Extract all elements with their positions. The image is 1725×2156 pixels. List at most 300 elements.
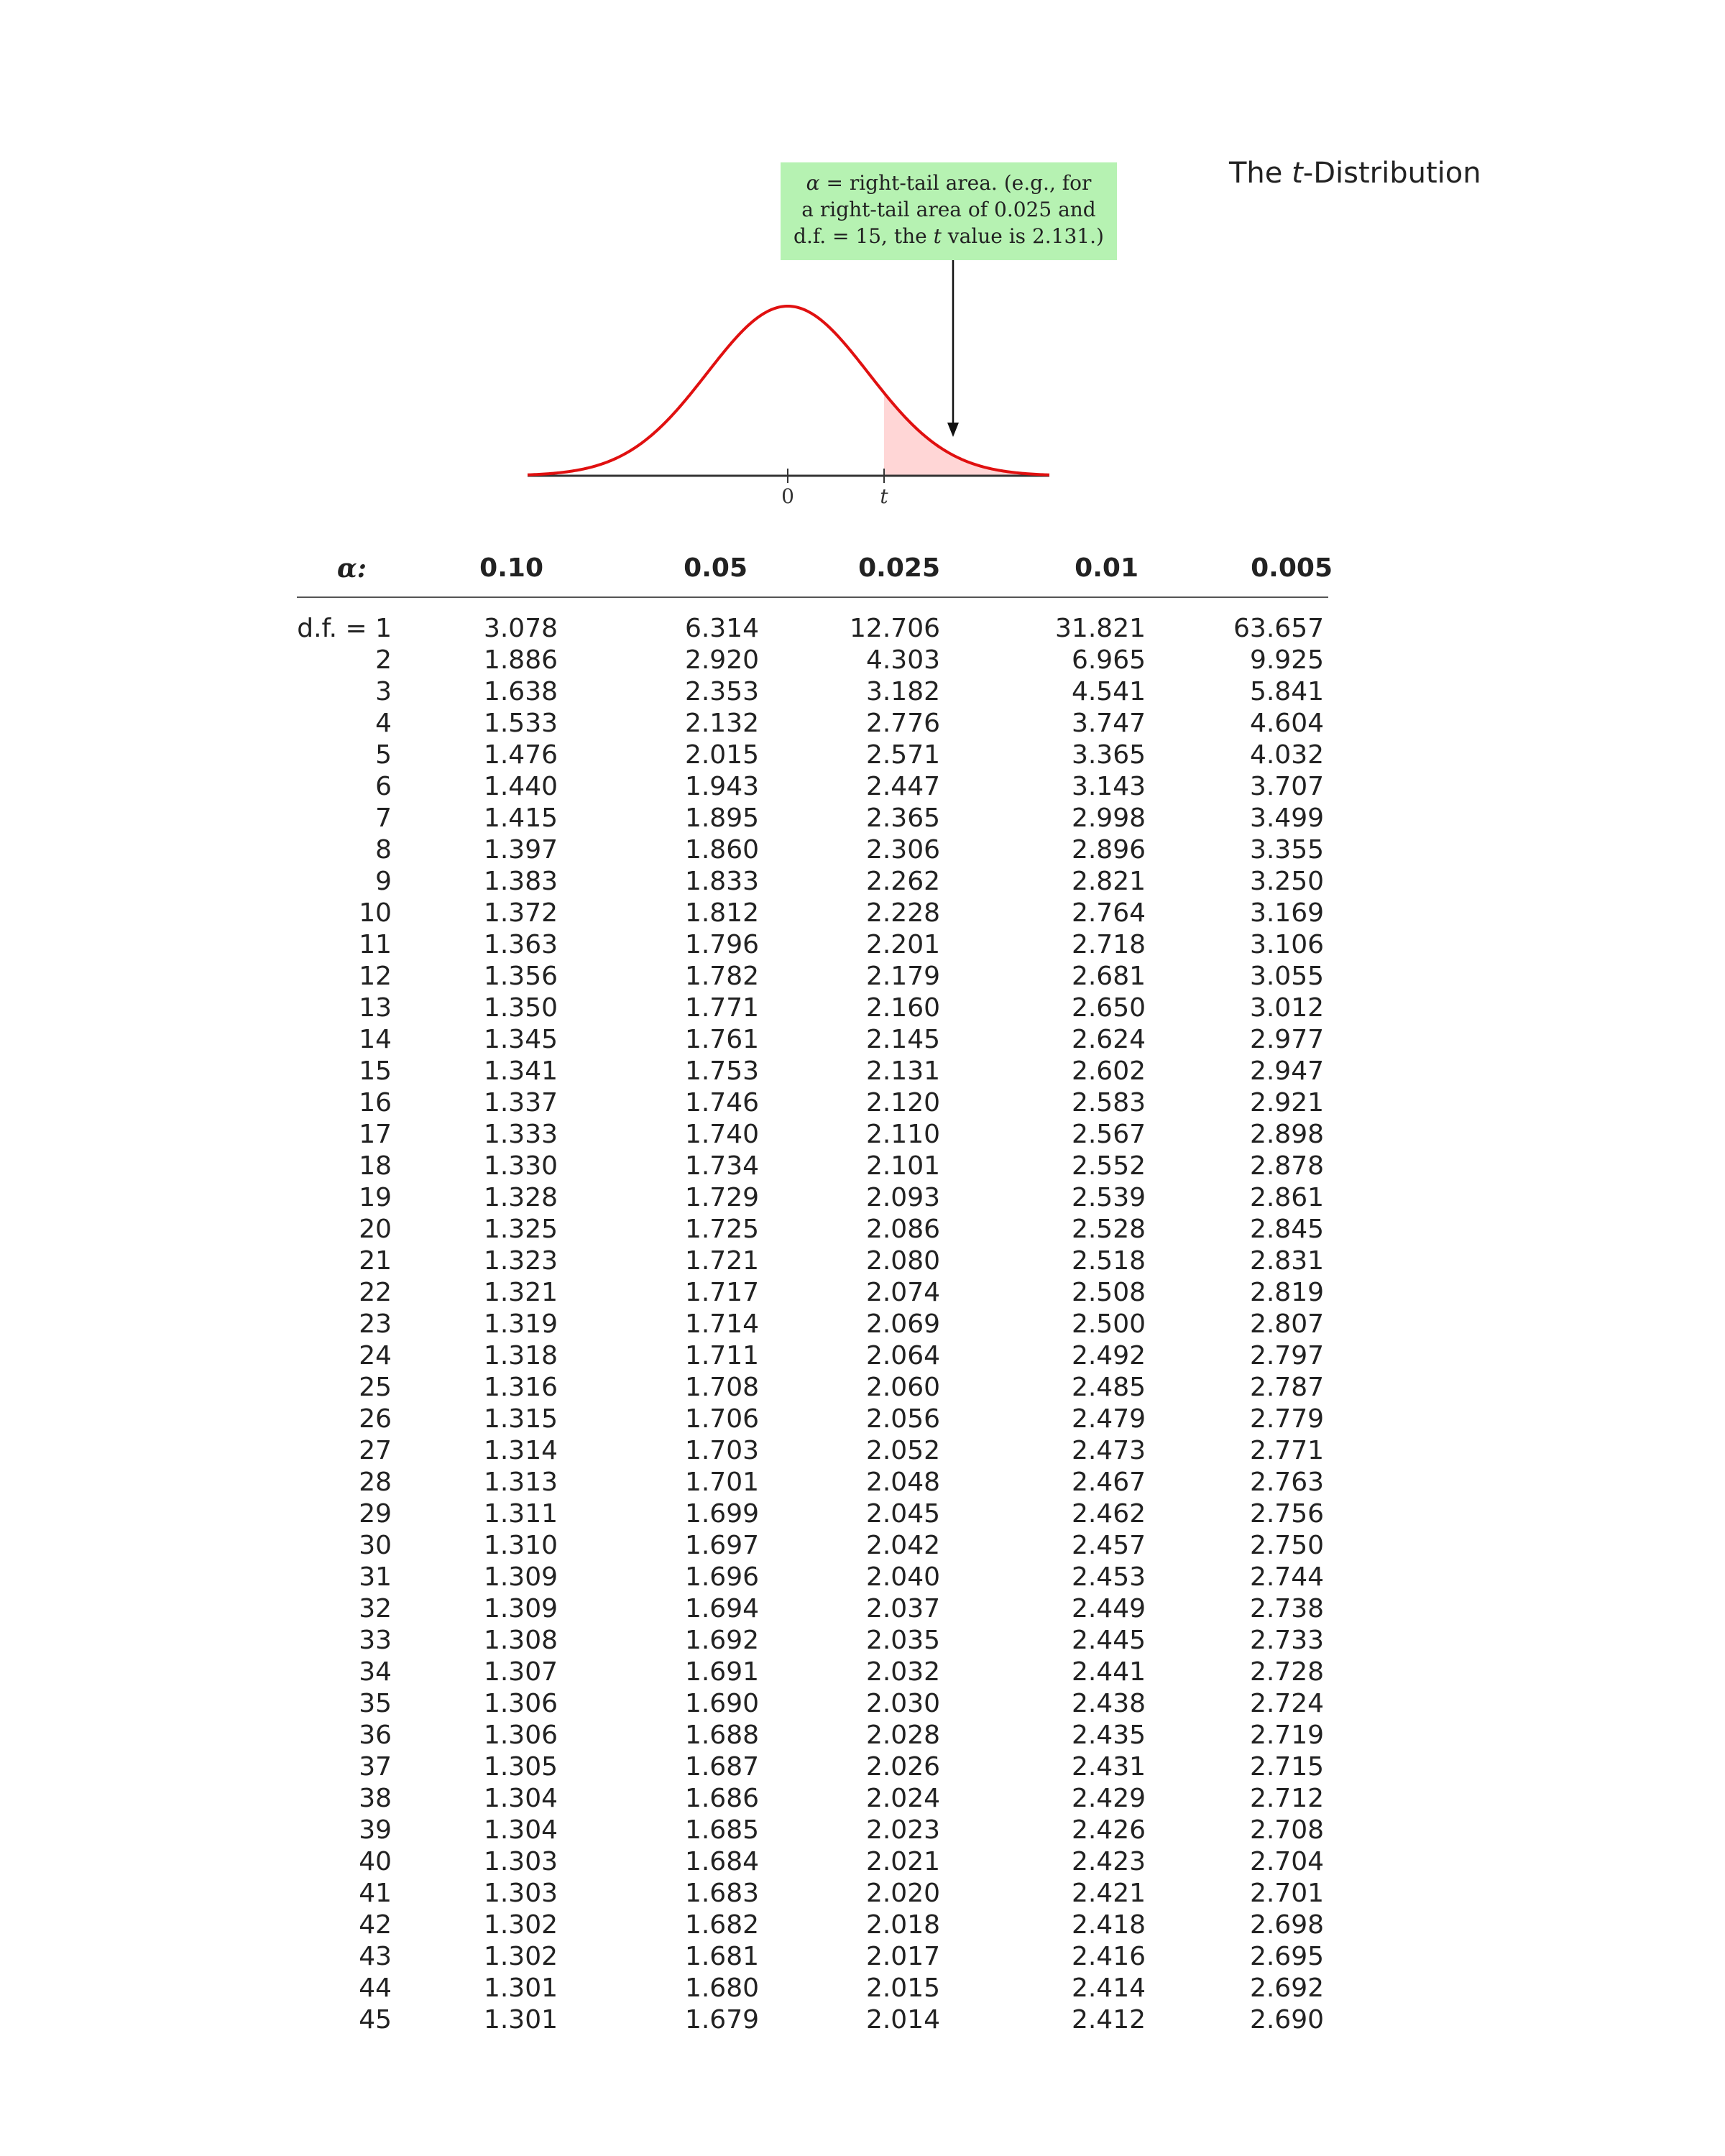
value-cell: 3.012 xyxy=(1249,993,1324,1023)
value-cell: 2.728 xyxy=(1249,1657,1324,1687)
value-cell: 1.696 xyxy=(684,1562,759,1592)
df-cell: 40 xyxy=(359,1847,392,1876)
table-row xyxy=(0,1277,1725,1309)
table-row xyxy=(0,1435,1725,1467)
value-cell: 2.467 xyxy=(1071,1468,1146,1497)
value-cell: 1.701 xyxy=(684,1468,759,1497)
value-cell: 2.040 xyxy=(865,1562,940,1592)
callout-line-2: a right-tail area of 0.025 and xyxy=(801,198,1096,221)
page-title-suffix: -Distribution xyxy=(1302,157,1481,190)
table-row xyxy=(0,771,1725,803)
value-cell: 1.302 xyxy=(483,1910,558,1940)
df-cell: 30 xyxy=(359,1531,392,1560)
value-cell: 2.756 xyxy=(1249,1499,1324,1529)
value-cell: 2.896 xyxy=(1071,835,1146,865)
value-cell: 4.032 xyxy=(1249,740,1324,770)
value-cell: 2.712 xyxy=(1249,1784,1324,1813)
df-cell: 28 xyxy=(359,1468,392,1497)
value-cell: 1.309 xyxy=(483,1594,558,1623)
value-cell: 1.303 xyxy=(483,1847,558,1876)
value-cell: 1.833 xyxy=(684,867,759,896)
value-cell: 2.744 xyxy=(1249,1562,1324,1592)
value-cell: 1.688 xyxy=(684,1720,759,1750)
value-cell: 2.695 xyxy=(1249,1942,1324,1971)
value-cell: 1.685 xyxy=(684,1815,759,1845)
value-cell: 2.035 xyxy=(865,1626,940,1655)
value-cell: 1.301 xyxy=(483,1973,558,2003)
value-cell: 2.733 xyxy=(1249,1626,1324,1655)
df-cell: 6 xyxy=(375,772,392,801)
value-cell: 2.086 xyxy=(865,1215,940,1244)
table-row xyxy=(0,1878,1725,1909)
table-row xyxy=(0,1909,1725,1941)
t-table-body xyxy=(0,613,1725,2036)
value-cell: 2.014 xyxy=(865,2005,940,2035)
value-cell: 2.518 xyxy=(1071,1246,1146,1276)
df-cell: 5 xyxy=(375,740,392,770)
value-cell: 1.860 xyxy=(684,835,759,865)
value-cell: 2.724 xyxy=(1249,1689,1324,1718)
value-cell: 1.895 xyxy=(684,803,759,833)
df-cell: 32 xyxy=(359,1594,392,1623)
table-header-row xyxy=(0,553,1725,596)
df-cell: 41 xyxy=(359,1879,392,1908)
df-cell: 26 xyxy=(359,1404,392,1434)
value-cell: 1.309 xyxy=(483,1562,558,1592)
value-cell: 3.355 xyxy=(1249,835,1324,865)
value-cell: 1.397 xyxy=(483,835,558,865)
callout-line-3-b: value is 2.131.) xyxy=(941,224,1104,248)
value-cell: 6.314 xyxy=(684,614,759,643)
value-cell: 1.415 xyxy=(483,803,558,833)
t-label: t xyxy=(880,484,888,508)
table-row xyxy=(0,1056,1725,1087)
value-cell: 2.045 xyxy=(865,1499,940,1529)
value-cell: 1.325 xyxy=(483,1215,558,1244)
df-cell: 31 xyxy=(359,1562,392,1592)
value-cell: 2.821 xyxy=(1071,867,1146,896)
value-cell: 1.303 xyxy=(483,1879,558,1908)
value-cell: 2.030 xyxy=(865,1689,940,1718)
value-cell: 2.056 xyxy=(865,1404,940,1434)
value-cell: 2.093 xyxy=(865,1183,940,1212)
value-cell: 2.228 xyxy=(865,898,940,928)
value-cell: 2.698 xyxy=(1249,1910,1324,1940)
value-cell: 1.812 xyxy=(684,898,759,928)
value-cell: 2.042 xyxy=(865,1531,940,1560)
table-row xyxy=(0,834,1725,866)
value-cell: 1.341 xyxy=(483,1056,558,1086)
value-cell: 2.132 xyxy=(684,709,759,738)
value-cell: 1.761 xyxy=(684,1025,759,1054)
table-row xyxy=(0,676,1725,708)
value-cell: 1.681 xyxy=(684,1942,759,1971)
df-cell: 24 xyxy=(359,1341,392,1370)
table-row xyxy=(0,2004,1725,2036)
value-cell: 2.447 xyxy=(865,772,940,801)
value-cell: 3.707 xyxy=(1249,772,1324,801)
value-cell: 2.445 xyxy=(1071,1626,1146,1655)
value-cell: 3.169 xyxy=(1249,898,1324,928)
df-cell: 38 xyxy=(359,1784,392,1813)
value-cell: 1.694 xyxy=(684,1594,759,1623)
value-cell: 1.708 xyxy=(684,1373,759,1402)
callout-arrow-head xyxy=(947,423,959,437)
table-row xyxy=(0,1498,1725,1530)
t-distribution-curve xyxy=(528,306,1049,475)
df-cell: 45 xyxy=(359,2005,392,2035)
value-cell: 1.690 xyxy=(684,1689,759,1718)
value-cell: 1.308 xyxy=(483,1626,558,1655)
value-cell: 1.782 xyxy=(684,962,759,991)
value-cell: 2.921 xyxy=(1249,1088,1324,1118)
value-cell: 2.064 xyxy=(865,1341,940,1370)
column-header-0-005: 0.005 xyxy=(1251,553,1333,583)
value-cell: 5.841 xyxy=(1249,677,1324,706)
value-cell: 1.699 xyxy=(684,1499,759,1529)
value-cell: 2.715 xyxy=(1249,1752,1324,1782)
value-cell: 3.499 xyxy=(1249,803,1324,833)
right-tail-shaded-area xyxy=(884,393,1049,476)
value-cell: 3.250 xyxy=(1249,867,1324,896)
value-cell: 3.747 xyxy=(1071,709,1146,738)
value-cell: 2.500 xyxy=(1071,1309,1146,1339)
value-cell: 2.701 xyxy=(1249,1879,1324,1908)
df-cell: 34 xyxy=(359,1657,392,1687)
value-cell: 2.583 xyxy=(1071,1088,1146,1118)
value-cell: 2.032 xyxy=(865,1657,940,1687)
value-cell: 2.015 xyxy=(865,1973,940,2003)
df-cell: 13 xyxy=(359,993,392,1023)
value-cell: 2.571 xyxy=(865,740,940,770)
df-cell: 42 xyxy=(359,1910,392,1940)
value-cell: 2.920 xyxy=(684,645,759,675)
value-cell: 2.024 xyxy=(865,1784,940,1813)
value-cell: 2.160 xyxy=(865,993,940,1023)
value-cell: 2.201 xyxy=(865,930,940,959)
value-cell: 2.898 xyxy=(1249,1120,1324,1149)
value-cell: 1.692 xyxy=(684,1626,759,1655)
value-cell: 1.383 xyxy=(483,867,558,896)
value-cell: 2.462 xyxy=(1071,1499,1146,1529)
value-cell: 2.015 xyxy=(684,740,759,770)
value-cell: 2.704 xyxy=(1249,1847,1324,1876)
value-cell: 1.734 xyxy=(684,1151,759,1181)
table-row xyxy=(0,1119,1725,1151)
value-cell: 2.624 xyxy=(1071,1025,1146,1054)
df-cell: 29 xyxy=(359,1499,392,1529)
value-cell: 1.725 xyxy=(684,1215,759,1244)
value-cell: 2.457 xyxy=(1071,1531,1146,1560)
callout-line-3 xyxy=(786,223,1111,249)
table-row xyxy=(0,1087,1725,1119)
value-cell: 2.306 xyxy=(865,835,940,865)
value-cell: 2.426 xyxy=(1071,1815,1146,1845)
header-divider xyxy=(297,596,1328,598)
table-row xyxy=(0,898,1725,929)
value-cell: 2.028 xyxy=(865,1720,940,1750)
value-cell: 1.356 xyxy=(483,962,558,991)
value-cell: 2.690 xyxy=(1249,2005,1324,2035)
value-cell: 1.318 xyxy=(483,1341,558,1370)
table-row xyxy=(0,1467,1725,1498)
value-cell: 1.304 xyxy=(483,1815,558,1845)
value-cell: 2.120 xyxy=(865,1088,940,1118)
value-cell: 1.697 xyxy=(684,1531,759,1560)
df-cell: 7 xyxy=(375,803,392,833)
df-cell: 11 xyxy=(359,930,392,959)
value-cell: 2.060 xyxy=(865,1373,940,1402)
alpha-header-label: α: xyxy=(337,553,367,584)
table-row xyxy=(0,1372,1725,1404)
value-cell: 1.943 xyxy=(684,772,759,801)
value-cell: 1.440 xyxy=(483,772,558,801)
table-row xyxy=(0,1593,1725,1625)
value-cell: 2.052 xyxy=(865,1436,940,1465)
value-cell: 2.771 xyxy=(1249,1436,1324,1465)
value-cell: 2.738 xyxy=(1249,1594,1324,1623)
value-cell: 1.687 xyxy=(684,1752,759,1782)
value-cell: 1.703 xyxy=(684,1436,759,1465)
value-cell: 2.412 xyxy=(1071,2005,1146,2035)
value-cell: 31.821 xyxy=(1055,614,1146,643)
df-cell: 17 xyxy=(359,1120,392,1149)
value-cell: 1.711 xyxy=(684,1341,759,1370)
value-cell: 1.476 xyxy=(483,740,558,770)
value-cell: 2.438 xyxy=(1071,1689,1146,1718)
value-cell: 2.449 xyxy=(1071,1594,1146,1623)
table-row xyxy=(0,645,1725,676)
value-cell: 2.692 xyxy=(1249,1973,1324,2003)
df-cell: 25 xyxy=(359,1373,392,1402)
value-cell: 1.638 xyxy=(483,677,558,706)
table-row xyxy=(0,1941,1725,1973)
df-cell: 43 xyxy=(359,1942,392,1971)
value-cell: 1.740 xyxy=(684,1120,759,1149)
table-row xyxy=(0,1815,1725,1846)
value-cell: 1.706 xyxy=(684,1404,759,1434)
value-cell: 1.311 xyxy=(483,1499,558,1529)
value-cell: 2.552 xyxy=(1071,1151,1146,1181)
df-cell: 15 xyxy=(359,1056,392,1086)
value-cell: 2.479 xyxy=(1071,1404,1146,1434)
value-cell: 2.021 xyxy=(865,1847,940,1876)
value-cell: 1.301 xyxy=(483,2005,558,2035)
table-row xyxy=(0,1151,1725,1182)
value-cell: 2.423 xyxy=(1071,1847,1146,1876)
value-cell: 2.977 xyxy=(1249,1025,1324,1054)
value-cell: 2.708 xyxy=(1249,1815,1324,1845)
value-cell: 1.886 xyxy=(483,645,558,675)
value-cell: 4.541 xyxy=(1071,677,1146,706)
value-cell: 1.684 xyxy=(684,1847,759,1876)
df-cell: 9 xyxy=(375,867,392,896)
df-cell: d.f. = 1 xyxy=(297,614,392,643)
df-cell: 18 xyxy=(359,1151,392,1181)
value-cell: 3.182 xyxy=(865,677,940,706)
table-row xyxy=(0,961,1725,992)
callout-line-1 xyxy=(786,170,1111,196)
value-cell: 2.508 xyxy=(1071,1278,1146,1307)
table-row xyxy=(0,1309,1725,1340)
value-cell: 2.048 xyxy=(865,1468,940,1497)
value-cell: 2.418 xyxy=(1071,1910,1146,1940)
value-cell: 3.078 xyxy=(483,614,558,643)
value-cell: 1.313 xyxy=(483,1468,558,1497)
value-cell: 9.925 xyxy=(1249,645,1324,675)
table-row xyxy=(0,1657,1725,1688)
value-cell: 1.363 xyxy=(483,930,558,959)
value-cell: 4.303 xyxy=(865,645,940,675)
value-cell: 2.431 xyxy=(1071,1752,1146,1782)
value-cell: 3.106 xyxy=(1249,930,1324,959)
value-cell: 2.429 xyxy=(1071,1784,1146,1813)
value-cell: 2.018 xyxy=(865,1910,940,1940)
value-cell: 2.947 xyxy=(1249,1056,1324,1086)
df-cell: 2 xyxy=(375,645,392,675)
value-cell: 6.965 xyxy=(1071,645,1146,675)
df-cell: 22 xyxy=(359,1278,392,1307)
value-cell: 2.416 xyxy=(1071,1942,1146,1971)
df-cell: 20 xyxy=(359,1215,392,1244)
table-row xyxy=(0,803,1725,834)
value-cell: 1.315 xyxy=(483,1404,558,1434)
value-cell: 2.750 xyxy=(1249,1531,1324,1560)
table-row xyxy=(0,1530,1725,1562)
table-row xyxy=(0,929,1725,961)
df-cell: 44 xyxy=(359,1973,392,2003)
df-cell: 27 xyxy=(359,1436,392,1465)
table-row xyxy=(0,1245,1725,1277)
alpha-callout-box xyxy=(781,162,1117,260)
callout-line-3-t: t xyxy=(933,224,942,248)
value-cell: 1.729 xyxy=(684,1183,759,1212)
value-cell: 2.779 xyxy=(1249,1404,1324,1434)
value-cell: 1.321 xyxy=(483,1278,558,1307)
value-cell: 1.316 xyxy=(483,1373,558,1402)
table-row xyxy=(0,740,1725,771)
value-cell: 1.683 xyxy=(684,1879,759,1908)
df-cell: 19 xyxy=(359,1183,392,1212)
value-cell: 2.776 xyxy=(865,709,940,738)
value-cell: 2.145 xyxy=(865,1025,940,1054)
value-cell: 1.717 xyxy=(684,1278,759,1307)
df-cell: 33 xyxy=(359,1626,392,1655)
column-header-0-10: 0.10 xyxy=(479,553,543,583)
value-cell: 1.307 xyxy=(483,1657,558,1687)
value-cell: 1.302 xyxy=(483,1942,558,1971)
value-cell: 2.831 xyxy=(1249,1246,1324,1276)
value-cell: 1.304 xyxy=(483,1784,558,1813)
value-cell: 1.686 xyxy=(684,1784,759,1813)
callout-line-1-text: = right-tail area. (e.g., for xyxy=(819,171,1092,195)
value-cell: 2.020 xyxy=(865,1879,940,1908)
value-cell: 1.328 xyxy=(483,1183,558,1212)
df-cell: 36 xyxy=(359,1720,392,1750)
value-cell: 1.305 xyxy=(483,1752,558,1782)
table-row xyxy=(0,1340,1725,1372)
table-row xyxy=(0,992,1725,1024)
value-cell: 2.539 xyxy=(1071,1183,1146,1212)
value-cell: 1.323 xyxy=(483,1246,558,1276)
value-cell: 1.333 xyxy=(483,1120,558,1149)
value-cell: 2.101 xyxy=(865,1151,940,1181)
value-cell: 1.350 xyxy=(483,993,558,1023)
value-cell: 1.753 xyxy=(684,1056,759,1086)
column-header-0-05: 0.05 xyxy=(684,553,748,583)
value-cell: 2.845 xyxy=(1249,1215,1324,1244)
value-cell: 2.421 xyxy=(1071,1879,1146,1908)
value-cell: 2.074 xyxy=(865,1278,940,1307)
value-cell: 2.797 xyxy=(1249,1341,1324,1370)
table-row xyxy=(0,708,1725,740)
value-cell: 2.492 xyxy=(1071,1341,1146,1370)
df-cell: 35 xyxy=(359,1689,392,1718)
value-cell: 2.017 xyxy=(865,1942,940,1971)
table-row xyxy=(0,1846,1725,1878)
value-cell: 12.706 xyxy=(850,614,940,643)
value-cell: 2.131 xyxy=(865,1056,940,1086)
df-cell: 16 xyxy=(359,1088,392,1118)
df-cell: 8 xyxy=(375,835,392,865)
value-cell: 1.680 xyxy=(684,1973,759,2003)
table-row xyxy=(0,1404,1725,1435)
column-header-0-01: 0.01 xyxy=(1075,553,1138,583)
df-cell: 37 xyxy=(359,1752,392,1782)
column-header-0-025: 0.025 xyxy=(858,553,940,583)
table-row xyxy=(0,1024,1725,1056)
value-cell: 2.567 xyxy=(1071,1120,1146,1149)
value-cell: 2.453 xyxy=(1071,1562,1146,1592)
value-cell: 2.763 xyxy=(1249,1468,1324,1497)
table-row xyxy=(0,1751,1725,1783)
value-cell: 1.306 xyxy=(483,1689,558,1718)
value-cell: 4.604 xyxy=(1249,709,1324,738)
value-cell: 1.306 xyxy=(483,1720,558,1750)
value-cell: 1.314 xyxy=(483,1436,558,1465)
value-cell: 3.055 xyxy=(1249,962,1324,991)
df-cell: 14 xyxy=(359,1025,392,1054)
value-cell: 2.602 xyxy=(1071,1056,1146,1086)
value-cell: 1.691 xyxy=(684,1657,759,1687)
value-cell: 3.143 xyxy=(1071,772,1146,801)
value-cell: 2.528 xyxy=(1071,1215,1146,1244)
value-cell: 1.721 xyxy=(684,1246,759,1276)
value-cell: 2.719 xyxy=(1249,1720,1324,1750)
table-row xyxy=(0,1214,1725,1245)
table-row xyxy=(0,1562,1725,1593)
value-cell: 2.787 xyxy=(1249,1373,1324,1402)
value-cell: 1.682 xyxy=(684,1910,759,1940)
value-cell: 1.337 xyxy=(483,1088,558,1118)
table-row xyxy=(0,1688,1725,1720)
value-cell: 2.681 xyxy=(1071,962,1146,991)
value-cell: 2.262 xyxy=(865,867,940,896)
value-cell: 2.764 xyxy=(1071,898,1146,928)
callout-alpha-symbol: α xyxy=(806,171,820,195)
value-cell: 2.998 xyxy=(1071,803,1146,833)
page-title-prefix: The xyxy=(1229,157,1292,190)
value-cell: 1.310 xyxy=(483,1531,558,1560)
df-cell: 10 xyxy=(359,898,392,928)
value-cell: 2.110 xyxy=(865,1120,940,1149)
t-distribution-diagram xyxy=(503,259,1064,517)
value-cell: 2.414 xyxy=(1071,1973,1146,2003)
value-cell: 2.023 xyxy=(865,1815,940,1845)
value-cell: 2.807 xyxy=(1249,1309,1324,1339)
value-cell: 1.319 xyxy=(483,1309,558,1339)
value-cell: 2.026 xyxy=(865,1752,940,1782)
